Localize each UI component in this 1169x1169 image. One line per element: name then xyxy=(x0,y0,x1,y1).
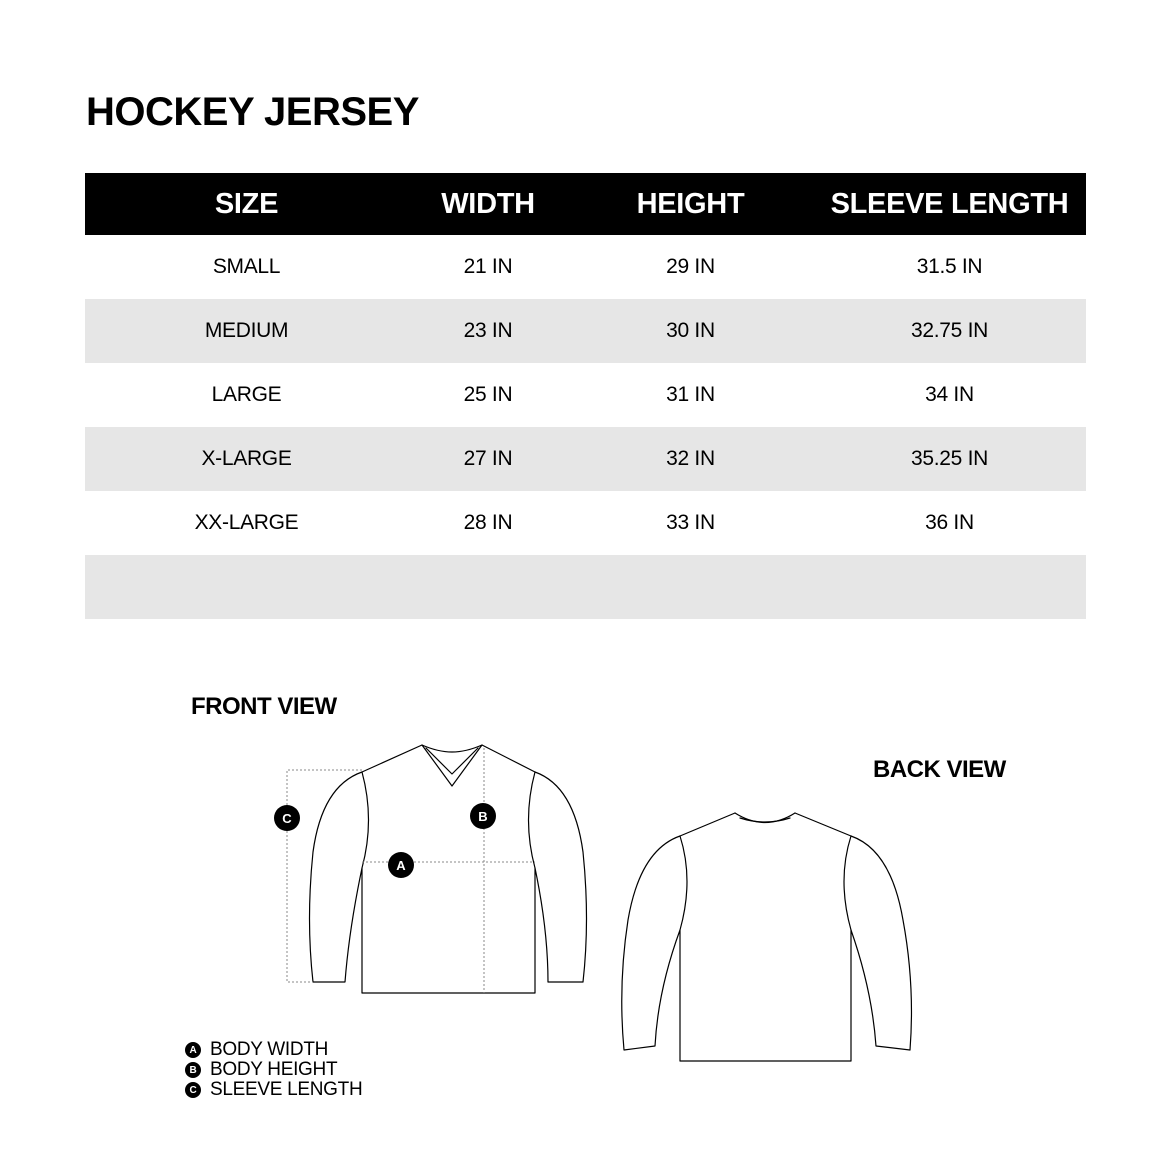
back-jersey-outline xyxy=(622,813,912,1061)
cell-width xyxy=(408,555,568,619)
marker-c: C xyxy=(274,805,300,831)
legend-text: BODY WIDTH xyxy=(210,1039,329,1060)
measurement-legend xyxy=(185,1040,362,1100)
cell-sleeve-length: 31.5 IN xyxy=(916,255,983,278)
legend-text: SLEEVE LENGTH xyxy=(210,1079,363,1100)
back-collar xyxy=(735,813,795,823)
cell-width: 25 IN xyxy=(463,383,513,406)
cell-height: 33 IN xyxy=(666,511,715,534)
back-view-label: BACK VIEW xyxy=(873,756,1006,783)
cell-width: 21 IN xyxy=(463,255,513,278)
cell-size: MEDIUM xyxy=(85,299,408,363)
table-row xyxy=(85,363,1086,427)
cell-sleeve-length: 32.75 IN xyxy=(813,299,1086,363)
front-view-label: FRONT VIEW xyxy=(191,693,337,720)
cell-size: LARGE xyxy=(211,383,282,406)
legend-item-sleeve-length xyxy=(185,1080,362,1100)
cell-width: 28 IN xyxy=(463,511,513,534)
marker-a: A xyxy=(388,852,414,878)
size-chart-table xyxy=(85,173,1086,619)
front-armhole-seam xyxy=(529,772,536,868)
table-row xyxy=(85,299,1086,363)
front-v-neck xyxy=(422,745,482,786)
table-row xyxy=(85,235,1086,299)
page-title: HOCKEY JERSEY xyxy=(86,90,419,134)
table-row-empty xyxy=(85,555,1086,619)
header-width: WIDTH xyxy=(408,173,568,235)
legend-badge-b: B xyxy=(185,1062,201,1078)
legend-badge-c: C xyxy=(185,1082,201,1098)
header-height: HEIGHT xyxy=(568,173,813,235)
cell-height: 31 IN xyxy=(666,383,715,406)
header-sleeve-length: SLEEVE LENGTH xyxy=(813,173,1086,235)
cell-sleeve-length xyxy=(813,555,1086,619)
cell-size: SMALL xyxy=(212,255,281,278)
marker-b: B xyxy=(470,803,496,829)
back-jersey-illustration xyxy=(615,805,920,1065)
cell-size: XX-LARGE xyxy=(194,511,299,534)
sleeve-length-guide xyxy=(287,770,362,982)
cell-height xyxy=(568,555,813,619)
back-collar-inner xyxy=(740,818,790,822)
front-armhole-seam xyxy=(362,772,369,868)
back-armhole-seam xyxy=(680,836,687,930)
legend-text: BODY HEIGHT xyxy=(210,1059,338,1080)
legend-badge-a: A xyxy=(185,1042,201,1058)
cell-height: 32 IN xyxy=(568,427,813,491)
cell-sleeve-length: 36 IN xyxy=(925,511,974,534)
cell-height: 29 IN xyxy=(666,255,715,278)
cell-size xyxy=(85,555,408,619)
table-row xyxy=(85,491,1086,555)
cell-size: X-LARGE xyxy=(85,427,408,491)
front-jersey-outline xyxy=(310,745,587,993)
table-header-row xyxy=(85,173,1086,235)
legend-item-body-width xyxy=(185,1040,362,1060)
header-size: SIZE xyxy=(85,173,408,235)
cell-width: 23 IN xyxy=(408,299,568,363)
cell-height: 30 IN xyxy=(568,299,813,363)
front-jersey-illustration xyxy=(270,735,610,1005)
cell-width: 27 IN xyxy=(408,427,568,491)
cell-sleeve-length: 34 IN xyxy=(925,383,974,406)
back-armhole-seam xyxy=(844,836,851,930)
legend-item-body-height xyxy=(185,1060,362,1080)
table-row xyxy=(85,427,1086,491)
cell-sleeve-length: 35.25 IN xyxy=(813,427,1086,491)
